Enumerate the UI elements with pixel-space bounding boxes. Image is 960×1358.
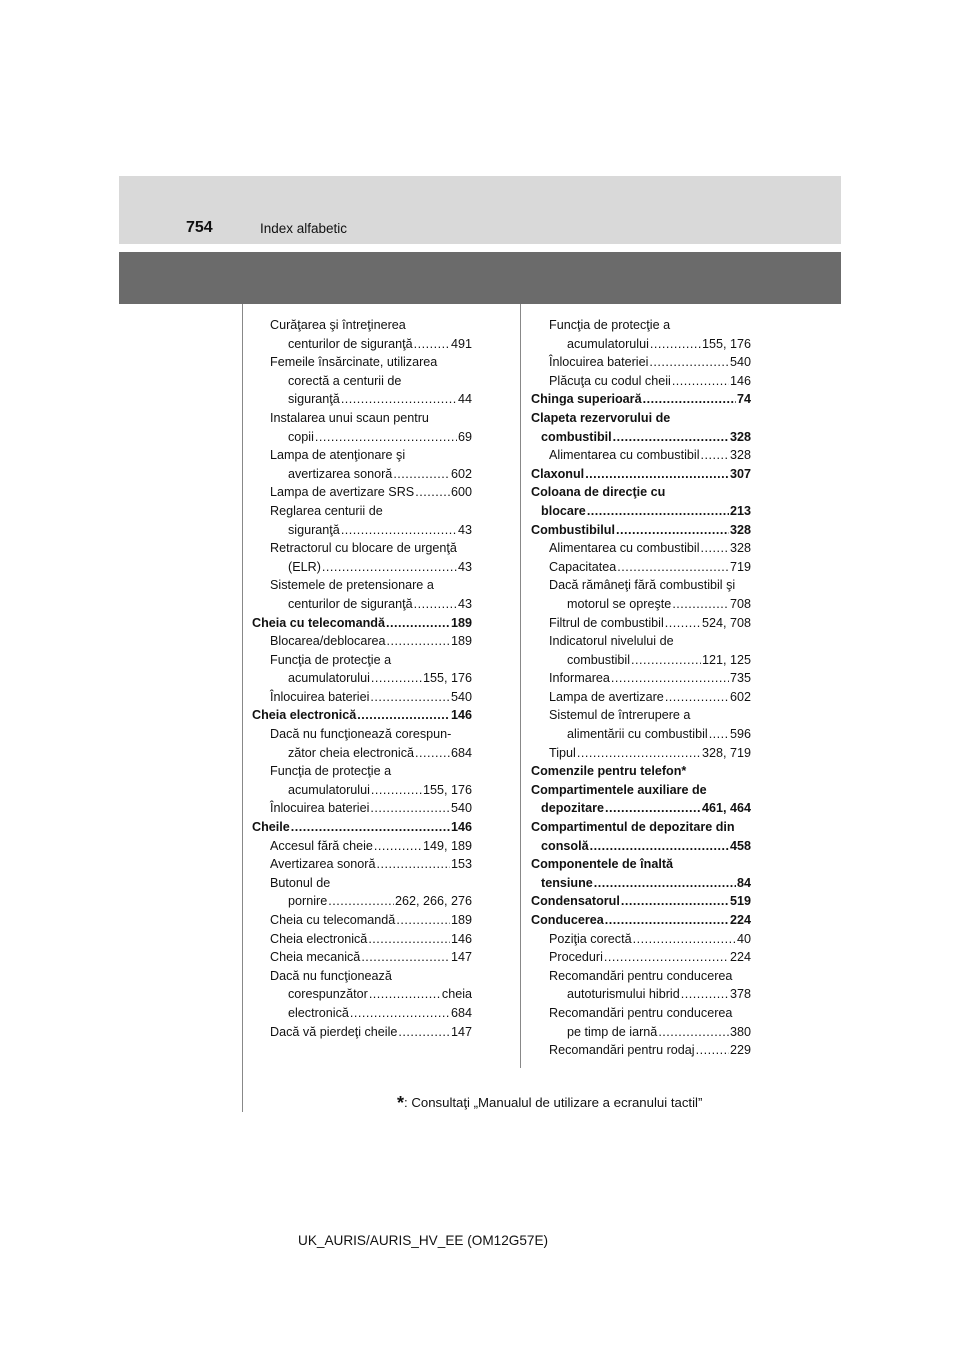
index-term: Poziţia corectă [549,931,632,946]
index-term: Lampa de avertizare [549,689,664,704]
dot-leader [585,465,729,484]
footnote-marker: * [397,1093,405,1113]
index-entry [531,446,751,465]
dot-leader [371,669,422,688]
index-entry [252,483,472,502]
page-reference: 43 [457,522,472,537]
index-entry [531,353,751,372]
column-divider [520,304,521,1068]
dot-leader [371,781,422,800]
index-term: Informarea [549,671,610,686]
page-reference: 155, 176 [701,336,751,351]
index-entry [531,483,751,502]
page-reference: 40 [736,931,751,946]
index-term: motorul se opreşte [567,596,672,611]
index-term: Sistemul de întrerupere a [549,708,691,723]
index-entry [252,799,472,818]
index-entry [531,781,751,800]
page-reference: 378 [729,987,751,1002]
index-term: Coloana de direcţie cu [531,485,666,500]
index-entry [252,335,472,354]
dot-leader [605,799,701,818]
index-term: Funcţia de protecţie a [270,652,392,667]
index-term: Dacă vă pierdeţi cheile [270,1024,398,1039]
index-entry [531,874,751,893]
index-term: Funcţia de protecţie a [270,764,392,779]
index-term: blocare [541,503,586,518]
index-entry [531,1041,751,1060]
page-reference: 224 [729,950,751,965]
page-reference: 146 [450,820,472,835]
page-reference: 224 [729,913,751,927]
dot-leader [594,874,736,893]
index-entry [252,948,472,967]
index-term: Clapeta rezervorului de [531,410,671,425]
dot-leader [631,651,701,670]
index-entry [531,744,751,763]
index-entry [252,651,472,670]
index-entry [531,465,751,484]
page-reference: 328 [729,522,751,537]
index-entry [531,409,751,428]
index-term: copii [288,429,314,444]
dot-leader [650,335,701,354]
index-entry [252,744,472,763]
index-term: Recomandări pentru conducerea [549,1005,733,1020]
page-reference: 461, 464 [701,801,751,816]
index-entry [252,688,472,707]
dot-leader [414,595,457,614]
page-reference: 149, 189 [422,838,472,853]
index-entry [531,967,751,986]
header-bar [119,176,841,244]
dot-leader [665,688,729,707]
page-reference: 153 [450,857,472,872]
dot-leader [398,1023,450,1042]
index-term: acumulatorului [288,782,370,797]
index-term: Dacă nu funcţionează [270,968,392,983]
dot-leader [709,725,729,744]
index-entry [531,632,751,651]
dot-leader [611,669,729,688]
left-divider [242,304,243,1112]
index-term: Proceduri [549,950,603,965]
page-number: 754 [186,219,213,236]
page-reference: 229 [729,1043,751,1058]
dot-leader [605,911,729,930]
dot-leader [415,744,450,763]
page-reference: 84 [736,875,751,890]
dot-leader [374,837,422,856]
index-entry [531,818,751,837]
dot-leader [386,614,450,633]
page-reference: 155, 176 [422,671,472,686]
page-reference: 43 [457,559,472,574]
index-entry [531,669,751,688]
page-reference: 262, 266, 276 [394,894,472,909]
index-entry [252,706,472,725]
dot-leader [621,892,729,911]
dot-leader [672,595,729,614]
index-term: Claxonul [531,466,585,481]
index-term: Cheia electronică [270,931,368,946]
dot-leader [701,446,729,465]
index-term: Reglarea centurii de [270,503,383,518]
dot-leader [315,428,457,447]
index-term: zător cheia electronică [288,745,415,760]
page-reference: 44 [457,392,472,407]
page-reference: 213 [729,503,751,518]
index-term: Combustibilul [531,522,615,537]
dot-leader [376,855,450,874]
index-entry [531,762,751,781]
footnote-text: : Consultaţi „Manualul de utilizare a ecranului tactil” [404,1095,703,1110]
dot-leader [616,521,729,540]
index-entry [531,799,751,818]
index-term: pe timp de iarnă [567,1024,658,1039]
page-reference: 602 [450,466,472,481]
header-band [119,252,841,304]
dot-leader [658,1023,729,1042]
index-term: combustibil [567,652,630,667]
index-entry [252,930,472,949]
page-reference: 74 [736,392,751,407]
index-entry [252,502,472,521]
index-entry [252,632,472,651]
page-reference: 147 [450,950,472,965]
index-term: (ELR) [288,559,321,574]
index-term: Cheia cu telecomandă [252,615,385,630]
index-term: centurilor de siguranţă [288,596,413,611]
index-entry [531,688,751,707]
dot-leader [370,688,450,707]
dot-leader [393,465,450,484]
index-entry [531,1023,751,1042]
index-term: alimentării cu combustibil [567,727,708,742]
index-term: Dacă nu funcţionează corespun- [270,727,452,742]
dot-leader [633,930,736,949]
index-entry [252,390,472,409]
index-term: Înlocuirea bateriei [270,689,370,704]
page-reference: 69 [457,429,472,444]
index-entry [252,446,472,465]
page-reference: 189 [450,615,472,630]
index-term: Funcţia de protecţie a [549,318,671,332]
index-entry [531,539,751,558]
index-term: Cheia electronică [252,708,357,723]
dot-leader [587,502,729,521]
index-entry [531,372,751,391]
index-entry [252,465,472,484]
index-entry [252,409,472,428]
index-entry [531,595,751,614]
index-entry [531,930,751,949]
index-term: tensiune [541,875,593,890]
index-term: Recomandări pentru conducerea [549,968,733,983]
page-reference: 380 [729,1024,751,1039]
index-entry [252,855,472,874]
index-term: Butonul de [270,875,331,890]
dot-leader [369,985,441,1004]
page-reference: 684 [450,745,472,760]
index-term: Curăţarea şi întreţinerea [270,318,406,332]
page-reference: 519 [729,894,751,909]
page-reference: 146 [450,708,472,723]
page-reference: 596 [729,727,751,742]
index-term: Avertizarea sonoră [270,857,376,872]
index-term: electronică [288,1005,349,1020]
index-entry [252,837,472,856]
index-term: Alimentarea cu combustibil [549,541,700,556]
index-entry [252,911,472,930]
dot-leader [357,706,450,725]
dot-leader [322,558,457,577]
index-entry [531,558,751,577]
index-term: Înlocuirea bateriei [270,801,370,816]
index-entry [531,1004,751,1023]
dot-leader [617,558,729,577]
page-reference: 43 [457,596,472,611]
index-entry [531,837,751,856]
index-entry [252,762,472,781]
index-term: centurilor de siguranţă [288,336,413,351]
index-entry [531,855,751,874]
index-term: Recomandări pentru rodaj [549,1043,695,1058]
dot-leader [341,521,457,540]
index-entry [531,651,751,670]
dot-leader [370,799,450,818]
dot-leader [577,744,701,763]
page-reference: cheia [441,987,472,1002]
index-term: Instalarea unui scaun pentru [270,410,429,425]
index-entry [531,502,751,521]
index-entry [252,614,472,633]
index-term: depozitare [541,801,604,816]
dot-leader [341,390,457,409]
index-entry [252,576,472,595]
index-entry [252,781,472,800]
page-reference: 540 [450,689,472,704]
index-entry [531,521,751,540]
dot-leader [613,428,729,447]
index-term: autoturismului hibrid [567,987,680,1002]
page-reference: 602 [729,689,751,704]
index-term: Alimentarea cu combustibil [549,448,700,463]
index-term: siguranţă [288,392,340,407]
index-entry [252,372,472,391]
dot-leader [414,335,450,354]
index-entry [252,316,472,335]
index-entry [252,967,472,986]
index-term: Lampa de atenţionare şi [270,448,406,463]
index-entry [531,725,751,744]
dot-leader [396,911,450,930]
page-reference: 307 [729,466,751,481]
dot-leader [387,632,450,651]
dot-leader [361,948,450,967]
dot-leader [415,483,450,502]
index-entry [531,706,751,725]
index-entry [531,948,751,967]
index-entry [252,521,472,540]
index-entry [252,353,472,372]
page-reference: 491 [450,336,472,351]
index-entry [252,428,472,447]
index-term: Tipul [549,745,576,760]
index-term: Capacitatea [549,559,617,574]
dot-leader [643,390,736,409]
index-entry [252,892,472,911]
page-reference: 146 [450,931,472,946]
page-reference: 458 [729,838,751,853]
index-entry [531,614,751,633]
page-reference: 328 [729,448,751,463]
index-entry [531,316,751,335]
index-entry [531,985,751,1004]
dot-leader [590,837,729,856]
dot-leader [665,614,701,633]
index-entry [252,669,472,688]
index-term: Indicatorul nivelului de [549,634,674,649]
page-reference: 147 [450,1024,472,1039]
index-term: avertizarea sonoră [288,466,393,481]
index-term: Conducerea [531,913,604,927]
index-term: Cheile [252,820,290,835]
index-term: combustibil [541,429,612,444]
index-entry [252,1004,472,1023]
index-entry [252,595,472,614]
index-entry [531,335,751,354]
dot-leader [328,892,394,911]
dot-leader [291,818,450,837]
index-term: Cheia cu telecomandă [270,913,396,927]
index-entry [531,576,751,595]
index-entry [252,539,472,558]
index-term: Înlocuirea bateriei [549,355,649,370]
document-code: UK_AURIS/AURIS_HV_EE (OM12G57E) [298,1233,549,1248]
index-term: pornire [288,894,328,909]
page-reference: 189 [450,913,472,927]
index-term: Compartimentul de depozitare din [531,820,735,835]
page-reference: 600 [450,485,472,500]
index-entry [531,428,751,447]
index-entry [252,874,472,893]
index-term: Plăcuţa cu codul cheii [549,373,671,388]
dot-leader [350,1004,450,1023]
index-entry [252,818,472,837]
index-term: Compartimentele auxiliare de [531,782,707,797]
index-entry [531,911,751,930]
index-term: Femeile însărcinate, utilizarea [270,355,438,370]
page-reference: 121, 125 [701,652,751,667]
page-reference: 328, 719 [701,745,751,760]
index-term: Cheia mecanică [270,950,361,965]
dot-leader [604,948,729,967]
index-term: Filtrul de combustibil [549,615,664,630]
index-entry [252,1023,472,1042]
index-term: acumulatorului [288,671,370,686]
index-term: corespunzător [288,987,368,1002]
dot-leader [696,1041,729,1060]
index-entry [531,390,751,409]
index-entry [252,558,472,577]
index-term: Condensatorul [531,894,620,909]
page-reference: 684 [450,1005,472,1020]
index-term: Lampa de avertizare SRS [270,485,415,500]
page-reference: 189 [450,634,472,649]
index-entry [252,725,472,744]
dot-leader [701,539,729,558]
index-term: acumulatorului [567,336,649,351]
page-reference: 524, 708 [701,615,751,630]
index-term: Dacă rămâneţi fără combustibil şi [549,578,736,593]
dot-leader [649,353,729,372]
index-term: Accesul fără cheie [270,838,373,853]
index-term: Componentele de înaltă [531,857,674,872]
index-term: corectă a centurii de [288,373,402,388]
footnote [397,1093,702,1114]
page-reference: 328 [729,429,751,444]
index-term: Chinga superioară [531,392,642,407]
page-title: Index alfabetic [260,221,348,236]
page-reference: 540 [729,355,751,370]
page-reference: 155, 176 [422,782,472,797]
index-term: consolă [541,838,589,853]
index-column-right [531,316,751,1060]
index-term: siguranţă [288,522,340,537]
index-term: Blocarea/deblocarea [270,634,386,649]
page-reference: 708 [729,596,751,611]
page-reference: 540 [450,801,472,816]
page-reference: 719 [729,559,751,574]
page-reference: 735 [729,671,751,686]
index-entry [531,892,751,911]
page-reference: 328 [729,541,751,556]
dot-leader [681,985,729,1004]
index-term: Comenzile pentru telefon* [531,764,687,779]
dot-leader [672,372,729,391]
index-term: Retractorul cu blocare de urgenţă [270,541,457,556]
page-reference: 146 [729,373,751,388]
index-entry [252,985,472,1004]
dot-leader [368,930,450,949]
index-term: Sistemele de pretensionare a [270,578,434,593]
index-column-left [252,316,472,1041]
